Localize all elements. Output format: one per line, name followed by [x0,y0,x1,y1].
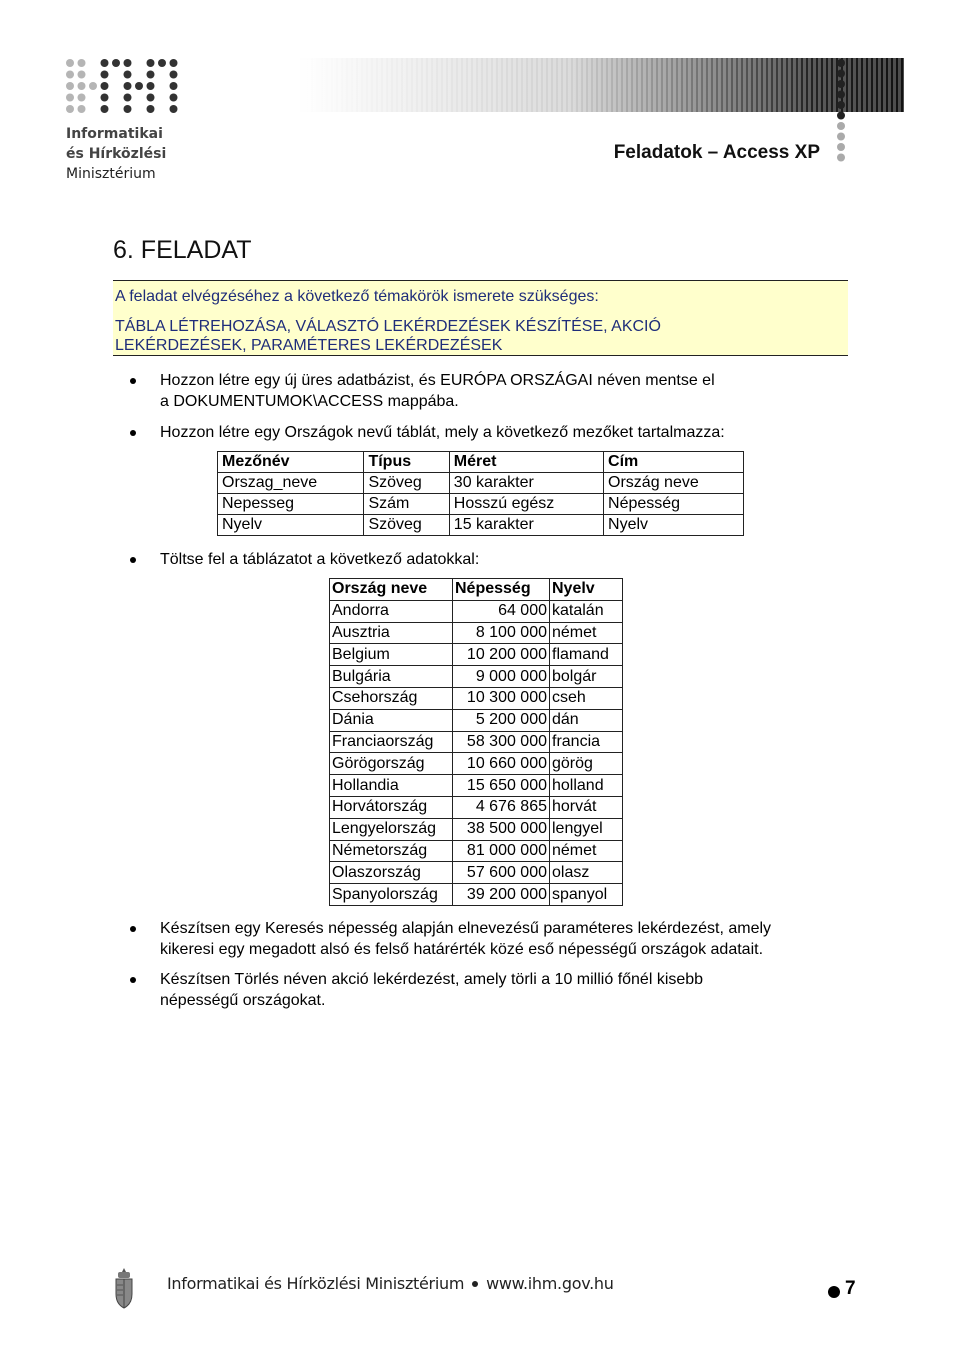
topic-intro: A feladat elvégzéséhez a következő témakörök ismerete szükséges: [115,288,599,305]
country-name-cell: Belgium [330,644,453,666]
footer-ministry: Informatikai és Hírközlési Minisztérium [167,1274,465,1293]
logo-dot [170,82,178,90]
country-name-cell: Ausztria [330,622,453,644]
table-cell: Nyelv [604,515,744,536]
table-row [330,709,623,731]
table-cell: Nepesseg [218,494,364,515]
country-name-cell: Dánia [330,709,453,731]
table-cell: Ország neve [604,473,744,494]
population-cell: 38 500 000 [453,818,550,840]
logo-line-1: Informatikai [66,126,163,142]
fields-table [217,451,744,536]
language-cell: bolgár [550,666,623,688]
page-number-dot-icon [828,1286,840,1298]
table-row [330,600,623,622]
topic-box [113,280,848,356]
bullet-icon [130,430,136,436]
language-cell: francia [550,731,623,753]
topic-list [115,317,661,355]
column-header: Típus [364,452,449,473]
table-cell: 15 karakter [449,515,603,536]
header-gradient-band [298,58,904,112]
header-dot [837,59,845,67]
logo-line-2: és Hírközlési [66,146,167,162]
population-cell: 57 600 000 [453,862,550,884]
logo-dot [124,59,132,67]
table-row [330,731,623,753]
header-dot [837,101,845,109]
language-cell: német [550,840,623,862]
country-name-cell: Csehország [330,687,453,709]
table-row [330,796,623,818]
country-name-cell: Horvátország [330,796,453,818]
population-cell: 10 300 000 [453,687,550,709]
task-title: 6. FELADAT [113,236,252,264]
bullet-icon [130,977,136,983]
column-header: Méret [449,452,603,473]
bullet-item-parameter-query [160,918,771,960]
logo-dot [89,82,97,90]
footer-text [167,1274,614,1293]
population-cell: 39 200 000 [453,884,550,906]
header-dot [837,133,845,141]
logo-dot [147,71,155,79]
bullet-icon [130,557,136,563]
logo-dot [124,82,132,90]
logo-dot [78,82,86,90]
table-cell: Szöveg [364,473,449,494]
coat-of-arms-icon [112,1266,136,1310]
logo-dot [124,105,132,113]
country-name-cell: Görögország [330,753,453,775]
logo-dot [158,59,166,67]
logo-dot [101,94,109,102]
logo-dot [78,105,86,113]
logo-dot [66,82,74,90]
language-cell: spanyol [550,884,623,906]
bullet-text-line-1: Hozzon létre egy új üres adatbázist, és EURÓPA ORSZÁGAI néven mentse el [160,372,715,389]
header-dot [837,143,845,151]
country-name-cell: Bulgária [330,666,453,688]
country-name-cell: Hollandia [330,775,453,797]
logo-dot [66,59,74,67]
logo-dots-graphic [64,58,184,118]
table-row [330,687,623,709]
header-dot [837,112,845,120]
bullet-text: Hozzon létre egy Országok nevű táblát, mely a következő mezőket tartalmazza: [160,424,725,441]
logo-dot [170,94,178,102]
header-dot [837,154,845,162]
bullet-text-line-1: Készítsen Törlés néven akció lekérdezést, amely törli a 10 millió főnél kisebb [160,971,704,988]
language-cell: flamand [550,644,623,666]
population-cell: 4 676 865 [453,796,550,818]
logo-dot [101,105,109,113]
country-name-cell: Lengyelország [330,818,453,840]
column-header: Népesség [453,579,550,601]
bullet-item-create-db [160,370,715,412]
logo-dot [147,82,155,90]
bullet-icon [130,926,136,932]
logo-dot [66,94,74,102]
country-name-cell: Németország [330,840,453,862]
logo-dot [170,105,178,113]
population-cell: 81 000 000 [453,840,550,862]
bullet-text-line-2: a DOKUMENTUMOK\ACCESS mappába. [160,393,459,410]
bullet-item-create-table [160,422,725,443]
bullet-item-delete-query [160,969,703,1011]
logo-dot [170,59,178,67]
logo-dot [66,105,74,113]
logo-dot [101,82,109,90]
table-row [218,494,744,515]
language-cell: lengyel [550,818,623,840]
bullet-item-fill-table [160,549,479,570]
logo-line-3: Minisztérium [66,166,156,182]
logo-dot [78,94,86,102]
logo-dot [101,59,109,67]
language-cell: olasz [550,862,623,884]
population-cell: 15 650 000 [453,775,550,797]
header-dot [837,91,845,99]
table-row [330,862,623,884]
country-name-cell: Andorra [330,600,453,622]
bullet-icon [130,378,136,384]
logo-dot [147,94,155,102]
logo-dot [170,71,178,79]
table-cell: Szám [364,494,449,515]
population-cell: 10 660 000 [453,753,550,775]
language-cell: dán [550,709,623,731]
language-cell: görög [550,753,623,775]
logo-dot [66,71,74,79]
header-dots-graphic [833,58,853,168]
logo-dot [124,94,132,102]
language-cell: holland [550,775,623,797]
bullet-text: Töltse fel a táblázatot a következő adatokkal: [160,551,480,568]
table-row [330,753,623,775]
header-dot [837,80,845,88]
column-header: Ország neve [330,579,453,601]
table-row [218,515,744,536]
population-cell: 9 000 000 [453,666,550,688]
logo-text [66,124,166,184]
table-cell: 30 karakter [449,473,603,494]
table-row [330,818,623,840]
population-cell: 8 100 000 [453,622,550,644]
topic-line-2: LEKÉRDEZÉSEK, PARAMÉTERES LEKÉRDEZÉSEK [115,337,503,354]
table-cell: Szöveg [364,515,449,536]
header-dot [837,70,845,78]
bullet-text-line-2: kikeresi egy megadott alsó és felső határérték közé eső népességű országok adatait. [160,941,764,958]
population-cell: 10 200 000 [453,644,550,666]
page-number: 7 [845,1278,856,1299]
population-cell: 64 000 [453,600,550,622]
language-cell: katalán [550,600,623,622]
logo-dot [101,71,109,79]
fields-table-header-row [218,452,744,473]
language-cell: német [550,622,623,644]
table-row [330,775,623,797]
column-header: Mezőnév [218,452,364,473]
logo-dot [124,71,132,79]
table-row [330,622,623,644]
column-header: Nyelv [550,579,623,601]
logo-dot [147,59,155,67]
footer-separator-icon [472,1281,478,1287]
logo-dot [78,59,86,67]
bullet-text-line-2: népességű országokat. [160,992,326,1009]
logo-dot [147,105,155,113]
logo-dot [135,82,143,90]
topic-line-1: TÁBLA LÉTREHOZÁSA, VÁLASZTÓ LEKÉRDEZÉSEK KÉSZÍTÉSE, AKCIÓ [115,318,661,335]
country-name-cell: Spanyolország [330,884,453,906]
population-cell: 5 200 000 [453,709,550,731]
table-cell: Népesség [604,494,744,515]
language-cell: horvát [550,796,623,818]
population-cell: 58 300 000 [453,731,550,753]
logo-dot [112,59,120,67]
footer-website-link[interactable]: www.ihm.gov.hu [486,1274,614,1293]
country-name-cell: Olaszország [330,862,453,884]
table-row [330,644,623,666]
table-cell: Orszag_neve [218,473,364,494]
header-title: Feladatok – Access XP [613,142,820,163]
table-cell: Nyelv [218,515,364,536]
table-row [218,473,744,494]
table-row [330,666,623,688]
table-cell: Hosszú egész [449,494,603,515]
logo-dot [78,71,86,79]
country-name-cell: Franciaország [330,731,453,753]
table-row [330,884,623,906]
data-table-header-row [330,579,623,601]
column-header: Cím [604,452,744,473]
language-cell: cseh [550,687,623,709]
table-row [330,840,623,862]
header-dot [837,122,845,130]
countries-data-table [329,578,623,906]
bullet-text-line-1: Készítsen egy Keresés népesség alapján elnevezésű paraméteres lekérdezést, amely [160,920,772,937]
